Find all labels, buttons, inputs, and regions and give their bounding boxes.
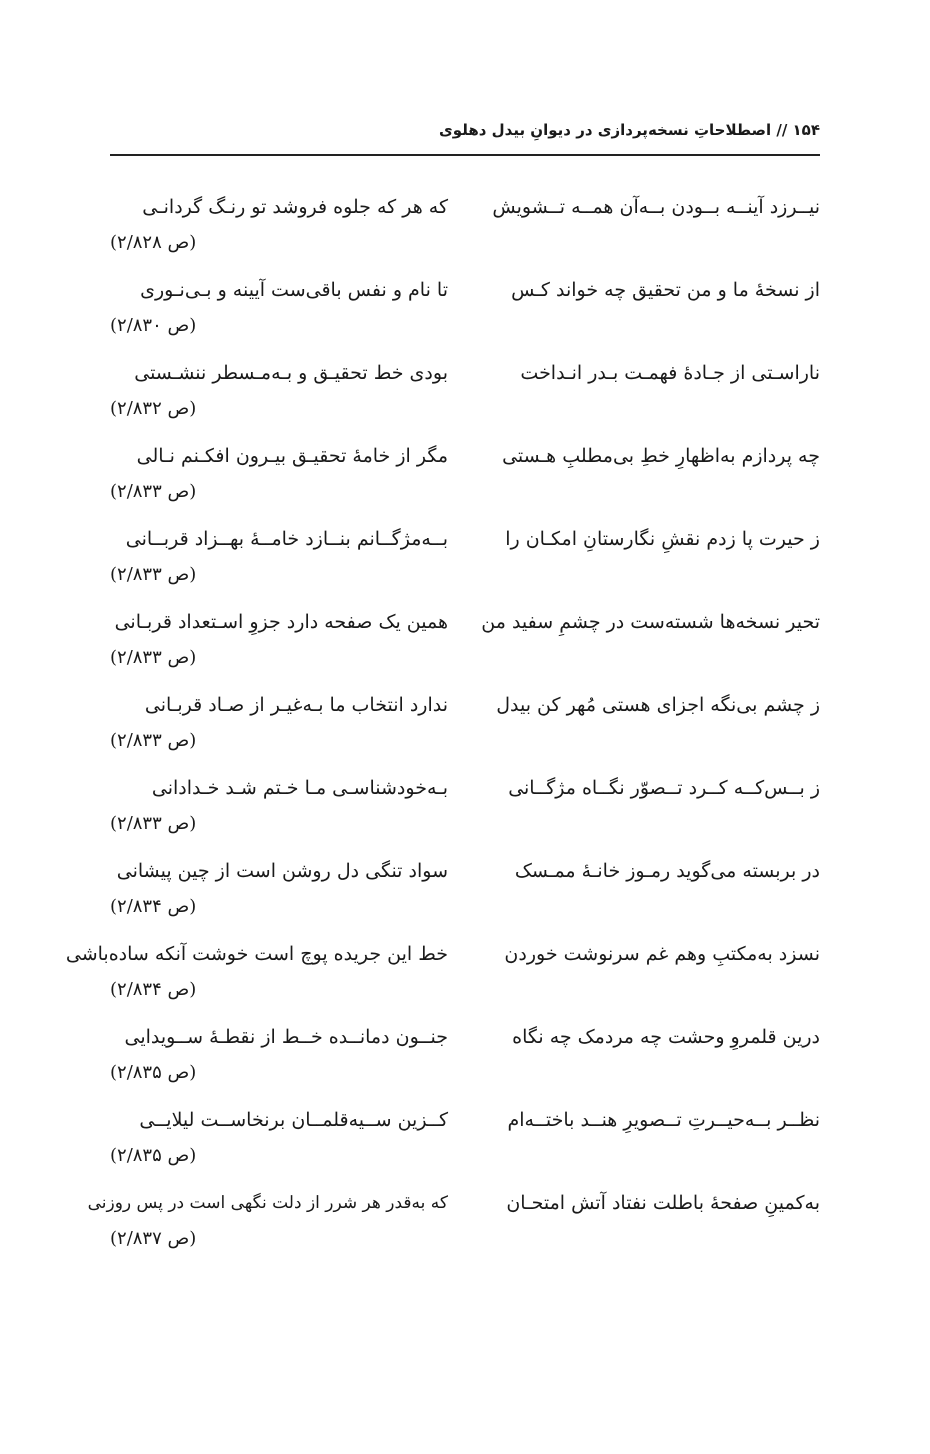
verse-9 (0, 857, 930, 939)
verse-right-hemistich: ز حیرت پا زدم نقشِ نگارستانِ امکـان را (505, 528, 820, 550)
page-reference: (ص ۲/۸۳۵) (110, 1062, 197, 1083)
page-reference: (ص ۲/۸۲۸) (110, 232, 197, 253)
verse-right-hemistich: درین قلمروِ وحشت چه مردمک چه نگاه (512, 1026, 820, 1048)
verse-left-hemistich: مگر از خامهٔ تحقیـق بیـرون افکـنم نـالی (136, 445, 448, 467)
verse-left-hemistich: بـه‌خودشناسـی مـا خـتم شـد خـدادانی (151, 777, 448, 799)
page-reference: (ص ۲/۸۳۳) (110, 730, 197, 751)
verse-left-hemistich: بــه‌مژگــانم بنــازد خامــهٔ بهــزاد قربــانی (125, 528, 448, 550)
page-reference: (ص ۲/۸۳۲) (110, 398, 197, 419)
running-head: ۱۵۴ // اصطلاحاتِ نسخه‌پردازی در دیوانِ بیدل دهلوی (439, 121, 820, 139)
verse-7 (0, 691, 930, 773)
verse-12 (0, 1106, 930, 1188)
verse-4 (0, 442, 930, 524)
verse-13 (0, 1189, 930, 1271)
verse-right-hemistich: نظــر بــه‌حیــرتِ تــصویرِ هنــد باختــه‌ام (507, 1109, 820, 1131)
verse-left-hemistich: بودی خط تحقیـق و بـه‌مـسطر ننشـستی (134, 362, 448, 384)
verse-right-hemistich: نیــرزد آینــه بــودن بــه‌آن همــه تــشویش (492, 196, 820, 218)
verse-right-hemistich: ناراسـتی از جـادهٔ فهمـت بـدر انـداخت (520, 362, 820, 384)
page-reference: (ص ۲/۸۳۰) (110, 315, 197, 336)
verse-right-hemistich: چه پردازم به‌اظهارِ خطِ بی‌مطلبِ هـستی (502, 445, 820, 467)
verse-right-hemistich: نسزد به‌مکتبِ وهم غم سرنوشت خوردن (504, 943, 820, 965)
verse-11 (0, 1023, 930, 1105)
page-reference: (ص ۲/۸۳۴) (110, 896, 197, 917)
verse-6 (0, 608, 930, 690)
page-reference: (ص ۲/۸۳۷) (110, 1228, 197, 1249)
verse-left-hemistich: ندارد انتخاب ما بـه‌غیـر از صـاد قربـانی (144, 694, 448, 716)
verse-3 (0, 359, 930, 441)
page-reference: (ص ۲/۸۳۳) (110, 481, 197, 502)
page-reference: (ص ۲/۸۳۴) (110, 979, 197, 1000)
verse-1 (0, 193, 930, 275)
verse-right-hemistich: به‌کمینِ صفحهٔ باطلت نفتاد آتش امتحـان (506, 1192, 820, 1214)
page-reference: (ص ۲/۸۳۳) (110, 813, 197, 834)
verse-2 (0, 276, 930, 358)
verse-left-hemistich: خط این جریده پوچ است خوشت آنکه ساده‌باشی (65, 943, 448, 965)
verse-right-hemistich: تحیر نسخه‌ها شسته‌ست در چشمِ سفید من (481, 611, 820, 633)
verse-left-hemistich: سواد تنگی دل روشن است از چین پیشانی (116, 860, 448, 882)
verse-left-hemistich: همین یک صفحه دارد جزوِ اسـتعداد قربـانی (114, 611, 448, 633)
page-reference: (ص ۲/۸۳۵) (110, 1145, 197, 1166)
verse-8 (0, 774, 930, 856)
page-reference: (ص ۲/۸۳۳) (110, 647, 197, 668)
verse-right-hemistich: ز بــس‌کــه کــرد تــصوّر نگــاه مژگــانی (508, 777, 820, 799)
header-rule (110, 154, 820, 156)
verse-5 (0, 525, 930, 607)
verse-right-hemistich: در بربسته می‌گوید رمـوز خانـهٔ ممـسک (514, 860, 820, 882)
page-reference: (ص ۲/۸۳۳) (110, 564, 197, 585)
verse-10 (0, 940, 930, 1022)
verse-left-hemistich: که هر که جلوه فروشد تو رنـگ گردانـی (142, 196, 448, 218)
verse-right-hemistich: از نسخهٔ ما و من تحقیق چه خواند کـس (511, 279, 820, 301)
verse-right-hemistich: ز چشم بی‌نگه اجزای هستی مُهر کن بیدل (496, 694, 820, 716)
verse-left-hemistich: که به‌قدر هر شرر از دلت نگهی است در پس روزنی (87, 1193, 448, 1213)
verse-left-hemistich: کــزین ســیه‌قلمــان برنخاســت لیلایــی (139, 1109, 448, 1131)
verse-left-hemistich: تا نام و نفس باقی‌ست آیینه و بـی‌نـوری (140, 279, 448, 301)
verse-left-hemistich: جنــون دمانــده خــط از نقطـهٔ ســویدایی (124, 1026, 448, 1048)
